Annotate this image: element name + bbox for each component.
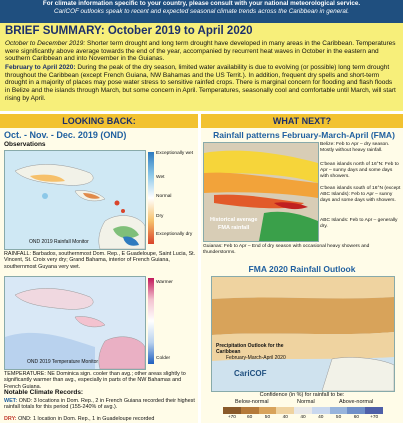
confidence-label: Confidence (in %) for rainfall to be: [259,392,345,398]
what-next-header: WHAT NEXT? [201,114,403,128]
record-wet-label: WET: [4,398,18,404]
scale-value: 40 [300,415,306,420]
scale-value: +70 [227,415,236,420]
outlook-title: FMA 2020 Rainfall Outlook [248,264,356,274]
fma-map-label-2: FMA rainfall [218,225,250,231]
top-banner [0,0,403,23]
fma-historical-map [203,142,319,242]
fma-patterns-title: Rainfall patterns February-March-April (FMA) [213,130,395,140]
fma-map-label-1: Historical average [210,217,258,223]
rainfall-monitor-map [4,150,146,250]
outlook-map-label: Precipitation Outlook for the Caribbean [216,343,284,355]
temperature-map-title: OND 2019 Temperature Monitor [27,359,99,365]
scale-below-60 [241,407,259,414]
record-wet [4,398,196,411]
fma-note-north-islands: C'bean islands north of 16°N: Feb to Apr – sunny days and some days with showers. [320,162,399,179]
fma-note-belize: Belize: Feb to Apr – dry season. Mostly without heavy rainfall. [320,142,390,153]
record-dry-text: OND: 1 location in Dom. Rep., 1 in Guadeloupe recorded [18,416,155,422]
summary-p1-lead: October to December 2019: [5,40,86,47]
scale-value: 50 [264,415,271,420]
scale-normal-40 [294,407,312,414]
records-title: Notable Climate Records: [4,389,84,396]
scale-above-70 [365,407,383,414]
scale-below-50 [259,407,277,414]
temperature-map-graphic [5,277,145,369]
record-wet-text: OND: 3 locations in Dom. Rep., 2 in French Guiana recorded their highest rainfall totals for this period (155-240% of avg.). [4,398,195,411]
legend-wet: Wet [156,175,165,180]
scale-above-60 [347,407,365,414]
temperature-observation-text: TEMPERATURE: NE Dominica sign. cooler than avg.; other areas slightly to significantly warmer than avg., especially in parts of the NW Bahamas and French Guiana. [4,371,186,390]
legend-normal: Normal [156,194,172,199]
summary-paragraph-1 [5,40,399,63]
scale-value: 60 [353,415,360,420]
scale-below-40 [276,407,294,414]
scale-below-70 [223,407,241,414]
brief-summary [0,23,403,111]
confidence-color-scale [223,407,383,414]
category-above: Above-normal [339,399,374,405]
scale-value: 40 [282,415,288,420]
looking-back-panel [0,128,198,423]
rainfall-map-graphic [5,151,145,249]
summary-p2-lead: February to April 2020: [5,64,76,71]
banner-line-2: CariCOF outlooks speak to recent and expected seasonal climate trends across the Caribbean in general. [54,7,349,15]
record-dry-label: DRY: [4,416,17,422]
scale-above-50 [330,407,348,414]
outlook-map-dates: February-March-April 2020 [226,355,286,361]
fma-note-south-islands: C'bean islands south of 16°N (except ABC Islands): Feb to Apr – sunny days and some days with showers. [320,186,401,203]
looking-back-header: LOOKING BACK: [0,114,198,128]
scale-value: 40 [318,415,324,420]
period-title: Oct. - Nov. - Dec. 2019 (OND) [4,130,127,140]
caricof-logo: CariCOF [234,369,267,378]
temperature-legend-bar [148,278,154,364]
scale-value: 50 [335,415,342,420]
summary-p1-text: Shorter term drought and long term drought have developed in many areas in the Caribbean. Temperatures were significantly above average towards the end of the year, accompanied by recurrent heat waves in October in the eastern and southern Caribbean and into November in the Guianas. [5,40,396,63]
rainfall-observation-text: RAINFALL: Barbados, southernmost Dom. Rep., E Guadeloupe, Saint Lucia, St. Vincent, St. Croix very dry; Grand Bahama, interior of French Guiana, southernmost Guyana very wet. [4,251,196,270]
observations-label: Observations [4,141,46,148]
temperature-monitor-map [4,276,146,370]
scale-value: +70 [370,415,379,420]
legend-warmer: Warmer [156,280,173,285]
legend-exceptionally-dry: Exceptionally dry [156,232,193,237]
summary-p2-text: During the peak of the dry season, limited water availability is due to evolving (or possible) long term drought throughout the Caribbean (except French Guiana, NW Bahamas and the US Territ.). In addition, frequent dry spells and short-term drought in a majority of places may pose water stress to sensitive rainfed crops. There is marginal concern for flooding and flash floods in Belize and the islands through March, but some concern in April. Temperatures, seasonally cool and comfortable until March, will start rising by April. [5,64,396,102]
scale-above-40 [312,407,330,414]
legend-colder: Colder [156,356,171,361]
summary-paragraph-2 [5,64,399,103]
scale-value: 60 [247,415,253,420]
confidence-scale-values [223,415,383,420]
legend-exceptionally-wet: Exceptionally wet [156,151,194,156]
fma-note-guianas: Guianas: Feb to Apr – End of dry season with occasional heavy showers and thunderstorms. [203,244,370,256]
fma-note-abc-islands: ABC Islands: Feb to Apr – generally dry. [320,218,398,229]
rainfall-legend-bar [148,152,154,244]
category-below: Below-normal [235,399,269,405]
what-next-panel [201,128,403,423]
banner-line-1: For climate information specific to your country, please consult with your national meteorological service. [42,0,361,7]
record-dry [4,416,196,422]
legend-dry: Dry [156,214,164,219]
category-normal: Normal [297,399,315,405]
rainfall-outlook-map [211,276,395,392]
summary-title: BRIEF SUMMARY: October 2019 to April 2020 [5,25,253,37]
rainfall-map-title: OND 2019 Rainfall Monitor [29,239,89,245]
